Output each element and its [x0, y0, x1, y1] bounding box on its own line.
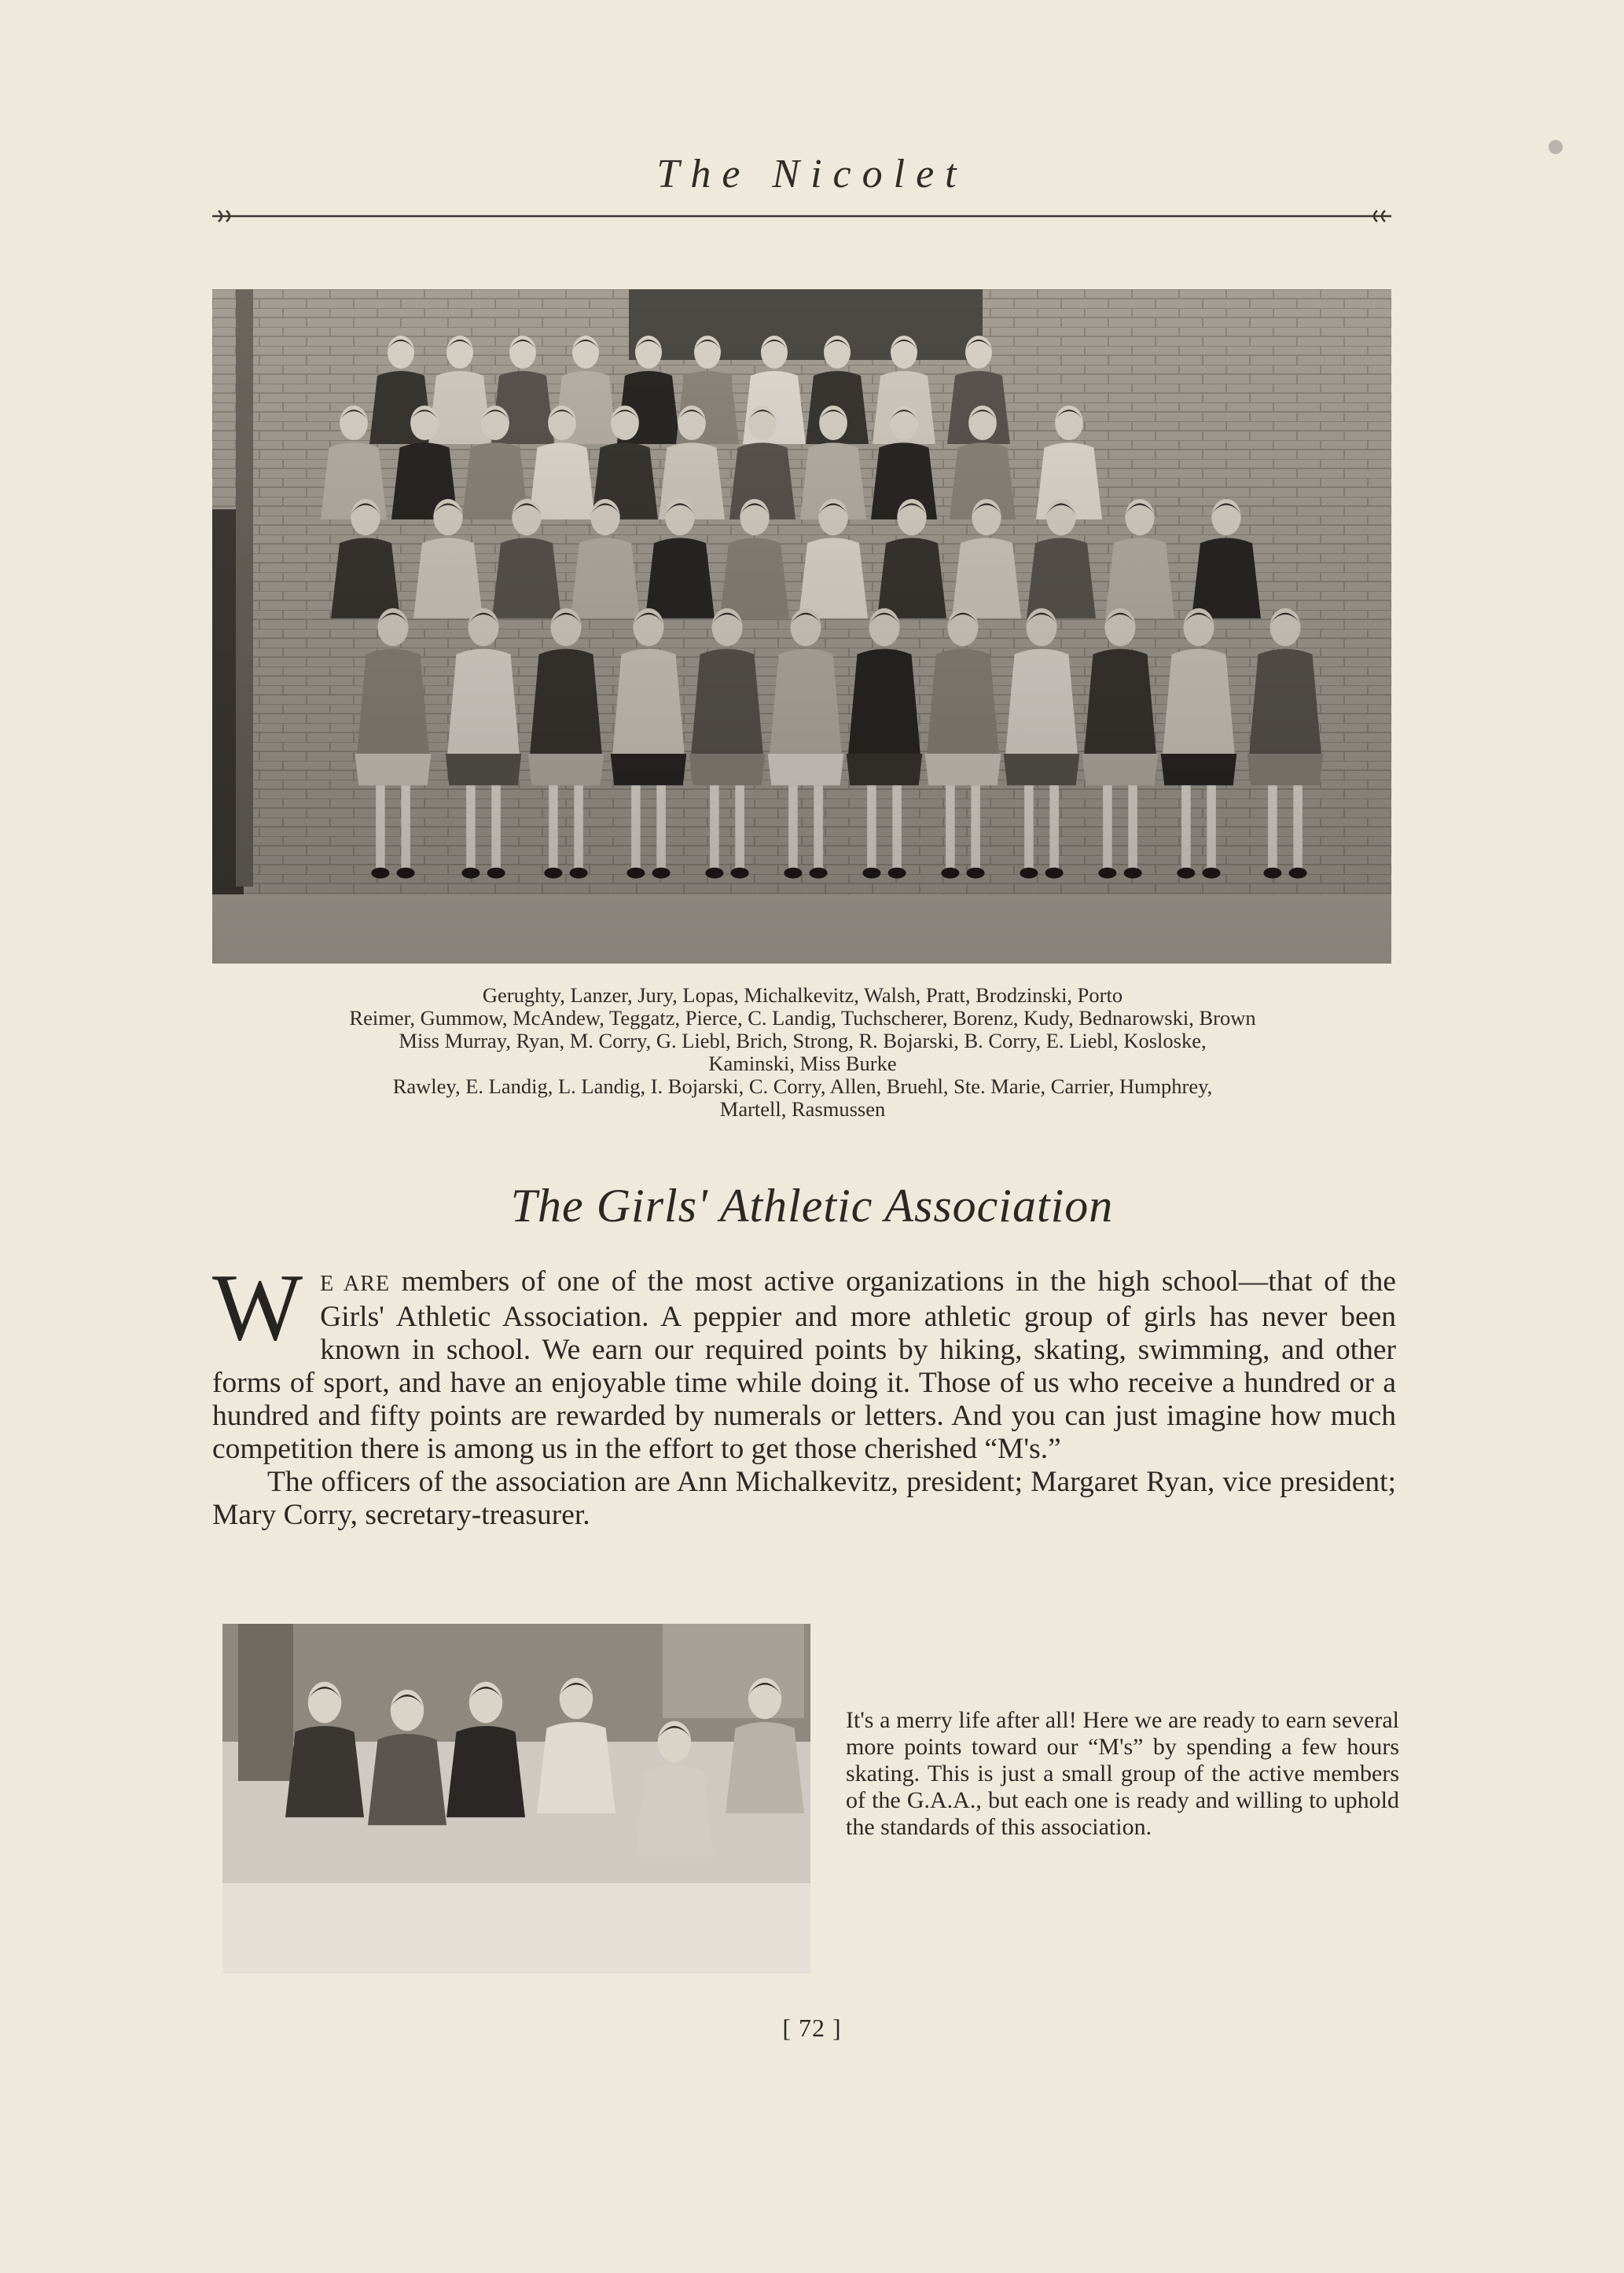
- caption-line: Reimer, Gummow, McAndew, Teggatz, Pierce, C. Landig, Tuchscherer, Borenz, Kudy, Bednarowski, Brown: [349, 1006, 1256, 1030]
- header-rule: [211, 206, 1393, 226]
- caption-line: Rawley, E. Landig, L. Landig, I. Bojarski, C. Corry, Allen, Bruehl, Ste. Marie, Carrier, Humphrey,: [392, 1074, 1213, 1098]
- body-paragraph: The officers of the association are Ann Michalkevitz, president; Margaret Ryan, vice president; Mary Corry, secretary-treasurer.: [212, 1466, 1396, 1531]
- caption-line: Gerughty, Lanzer, Jury, Lopas, Michalkevitz, Walsh, Pratt, Brodzinski, Porto: [482, 983, 1123, 1007]
- caption-line: Martell, Rasmussen: [719, 1097, 886, 1121]
- left-flourish-icon: [212, 211, 234, 222]
- paragraph-text: members of one of the most active organizations in the high school—that of the Girls' Athletic Association. A peppier and more athletic group of girls has never been known in school. We earn our required points by hiking, skating, swimming, and other forms of sport, and have an enjoyable time while doing it. Those of us who receive a hundred or a hundred and fifty points are rewarded by numerals or letters. And you can just imagine how much competition there is among us in the effort to get those cherished “M's.”: [212, 1265, 1397, 1465]
- article-body: [212, 1254, 1397, 1532]
- body-paragraph: [212, 1254, 1397, 1466]
- article-heading: The Girls' Athletic Association: [510, 1180, 1114, 1232]
- running-head: The Nicolet: [656, 152, 968, 196]
- drop-cap: W: [212, 1254, 303, 1360]
- group-photo: [212, 289, 1391, 964]
- right-flourish-icon: [1369, 211, 1391, 222]
- skating-caption: It's a merry life after all! Here we are ready to earn several more points toward our “M's” by spending a few hours skating. This is just a small group of the active members of the G.A.A., but each one is ready and willing to uphold the standards of this association.: [846, 1707, 1399, 1840]
- page-number: [ 72 ]: [782, 2014, 842, 2042]
- caption-line: Kaminski, Miss Burke: [708, 1052, 897, 1075]
- lead-in: E ARE: [320, 1272, 391, 1296]
- skating-photo: [222, 1624, 810, 1974]
- caption-line: Miss Murray, Ryan, M. Corry, G. Liebl, Brich, Strong, R. Bojarski, B. Corry, E. Liebl, Kosloske,: [399, 1029, 1207, 1052]
- photo-caption: [211, 984, 1394, 1121]
